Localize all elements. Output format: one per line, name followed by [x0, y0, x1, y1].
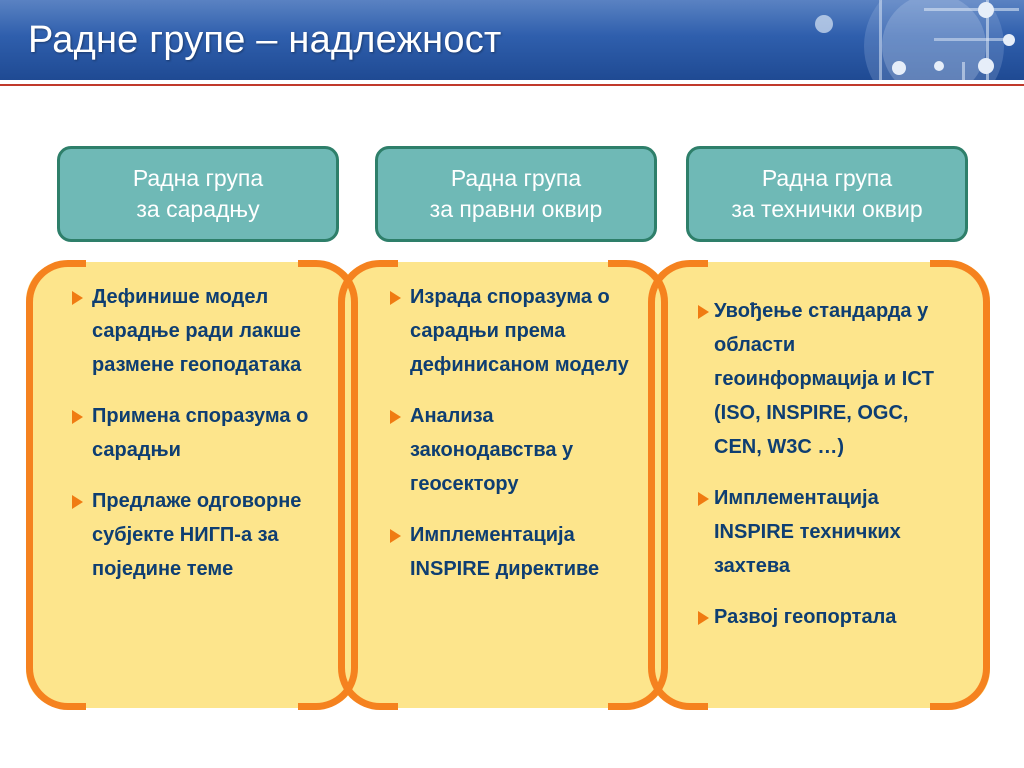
- list-cooperation: [68, 280, 326, 603]
- group-title-line2: за правни оквир: [429, 196, 603, 222]
- list-item: Развој геопортала: [697, 600, 959, 634]
- group-box-legal: [375, 146, 657, 242]
- bullet-triangle-icon: [72, 291, 83, 305]
- list-item: Примена споразума о сарадњи: [68, 399, 326, 467]
- list-item: Анализа законодавства у геосектору: [386, 399, 636, 501]
- bullet-triangle-icon: [390, 410, 401, 424]
- group-title-line1: Радна група: [132, 165, 264, 191]
- group-box-cooperation: [57, 146, 339, 242]
- group-title-line1: Радна група: [761, 165, 893, 191]
- header-divider-red: [0, 84, 1024, 86]
- bullet-triangle-icon: [698, 492, 709, 506]
- slide-title: Радне групе – надлежност: [28, 19, 502, 61]
- list-technical: [697, 294, 959, 651]
- list-item: Дефинише модел сарадње ради лакше размене геоподатака: [68, 280, 326, 382]
- header-band: [0, 0, 1024, 80]
- group-title-line2: за технички оквир: [731, 196, 923, 222]
- list-item: Израда споразума о сарадњи према дефинисаном моделу: [386, 280, 636, 382]
- list-item: Предлаже одговорне субјекте НИГП-а за поједине теме: [68, 484, 326, 586]
- bullet-triangle-icon: [390, 529, 401, 543]
- group-title-line2: за сарадњу: [136, 196, 260, 222]
- list-item: Увођење стандарда у области геоинформација и ICT (ISO, INSPIRE, OGC, CEN, W3C …): [697, 294, 959, 464]
- list-legal: [386, 280, 636, 603]
- bullet-triangle-icon: [698, 611, 709, 625]
- list-item: Имплементација INSPIRE техничких захтева: [697, 481, 959, 583]
- group-box-technical: [686, 146, 968, 242]
- bullet-triangle-icon: [390, 291, 401, 305]
- bullet-triangle-icon: [72, 410, 83, 424]
- list-item: Имплементација INSPIRE директиве: [386, 518, 636, 586]
- network-globe-decoration: [724, 0, 1024, 80]
- bullet-triangle-icon: [698, 305, 709, 319]
- group-title-line1: Радна група: [450, 165, 582, 191]
- bullet-triangle-icon: [72, 495, 83, 509]
